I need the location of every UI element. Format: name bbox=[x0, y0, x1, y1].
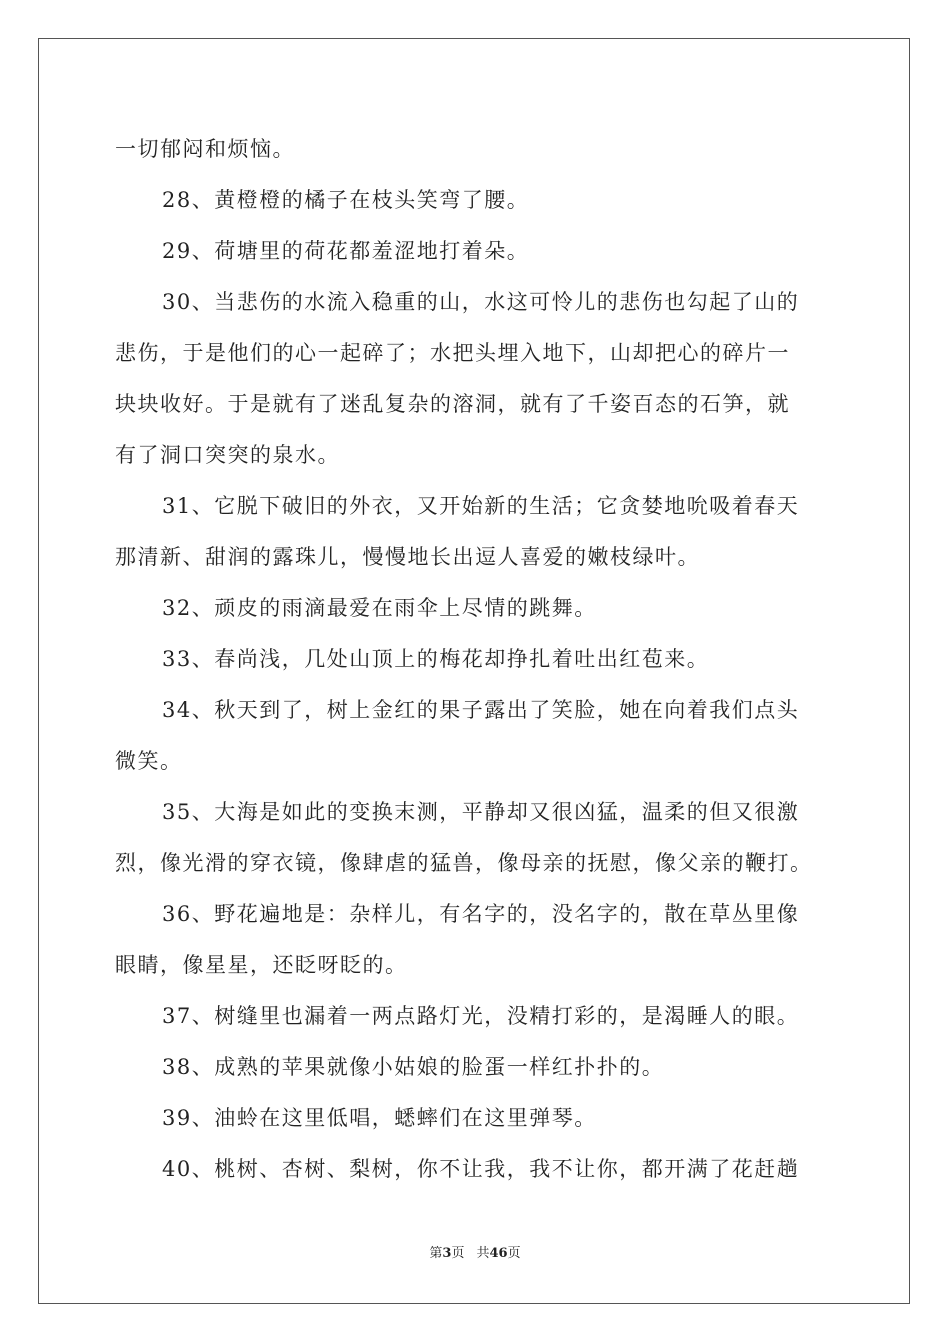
paragraph-line: 有了洞口突突的泉水。 bbox=[115, 443, 340, 467]
page-footer bbox=[0, 1245, 950, 1263]
footer-page-suffix: 页 bbox=[451, 1246, 465, 1261]
paragraph-line: 40、桃树、杏树、梨树，你不让我，我不让你，都开满了花赶趟 bbox=[162, 1157, 800, 1181]
paragraph-line: 34、秋天到了，树上金红的果子露出了笑脸，她在向着我们点头 bbox=[162, 698, 800, 722]
paragraph-line: 39、油蛉在这里低唱，蟋蟀们在这里弹琴。 bbox=[162, 1106, 597, 1130]
paragraph-line: 37、树缝里也漏着一两点路灯光，没精打彩的，是渴睡人的眼。 bbox=[162, 1004, 800, 1028]
paragraph-line: 33、春尚浅，几处山顶上的梅花却挣扎着吐出红苞来。 bbox=[162, 647, 710, 671]
paragraph-line: 36、野花遍地是：杂样儿，有名字的，没名字的，散在草丛里像 bbox=[162, 902, 800, 926]
paragraph-line: 32、顽皮的雨滴最爱在雨伞上尽情的跳舞。 bbox=[162, 596, 597, 620]
footer-page-prefix: 第 bbox=[429, 1246, 443, 1261]
paragraph-line: 29、荷塘里的荷花都羞涩地打着朵。 bbox=[162, 239, 530, 263]
footer-total-prefix: 共 bbox=[476, 1246, 490, 1261]
paragraph-line: 28、黄橙橙的橘子在枝头笑弯了腰。 bbox=[162, 188, 530, 212]
paragraph-line: 块块收好。于是就有了迷乱复杂的溶洞，就有了千姿百态的石笋，就 bbox=[115, 392, 790, 416]
paragraph-line: 一切郁闷和烦恼。 bbox=[115, 137, 295, 161]
document-body bbox=[115, 124, 835, 1195]
footer-total-pages: 46 bbox=[489, 1246, 508, 1261]
paragraph-line: 38、成熟的苹果就像小姑娘的脸蛋一样红扑扑的。 bbox=[162, 1055, 665, 1079]
paragraph-line: 31、它脱下破旧的外衣，又开始新的生活；它贪婪地吮吸着春天 bbox=[162, 494, 800, 518]
paragraph-line: 烈，像光滑的穿衣镜，像肆虐的猛兽，像母亲的抚慰，像父亲的鞭打。 bbox=[115, 851, 813, 875]
paragraph-line: 微笑。 bbox=[115, 749, 183, 773]
footer-page-number: 3 bbox=[442, 1246, 452, 1261]
paragraph-line: 那清新、甜润的露珠儿，慢慢地长出逗人喜爱的嫩枝绿叶。 bbox=[115, 545, 700, 569]
paragraph-line: 35、大海是如此的变换末测，平静却又很凶猛，温柔的但又很激 bbox=[162, 800, 800, 824]
paragraph-line: 30、当悲伤的水流入稳重的山，水这可怜儿的悲伤也勾起了山的 bbox=[162, 290, 800, 314]
paragraph-line: 眼睛，像星星，还眨呀眨的。 bbox=[115, 953, 408, 977]
paragraph-line: 悲伤，于是他们的心一起碎了；水把头埋入地下，山却把心的碎片一 bbox=[115, 341, 790, 365]
footer-total-suffix: 页 bbox=[507, 1246, 521, 1261]
